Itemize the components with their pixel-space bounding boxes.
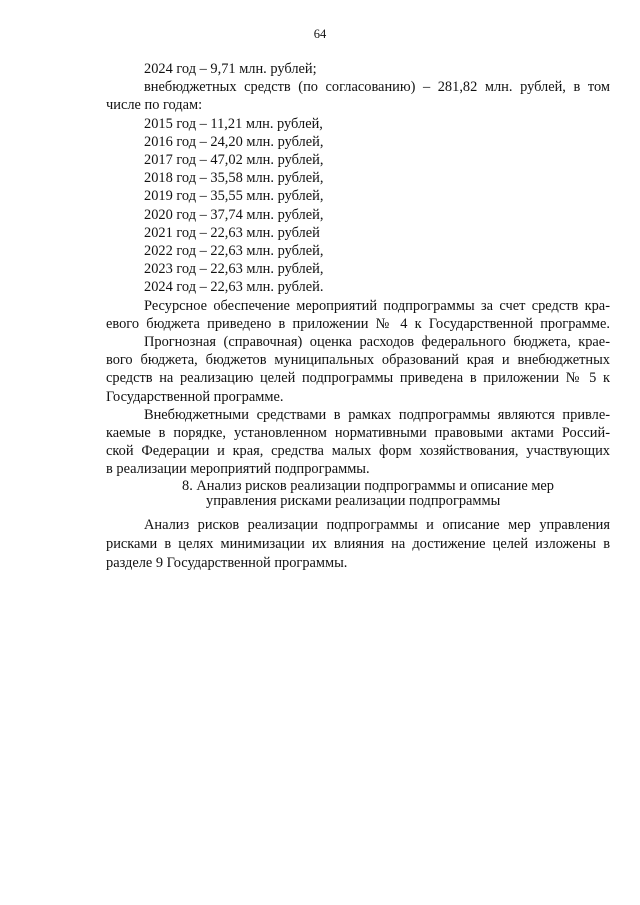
- year-2024-federal-line: 2024 год – 9,71 млн. рублей;: [144, 61, 317, 77]
- resource-paragraph: [106, 297, 610, 333]
- funding-section: [106, 60, 610, 479]
- section-heading: [106, 479, 610, 509]
- years-list: [106, 115, 610, 297]
- paragraph-line: рисками в целях минимизации их влияния на достижение целей изложены в: [106, 536, 610, 552]
- paragraph-line: каемые в порядке, установленном нормативными правовыми актами Россий-: [106, 425, 610, 442]
- list-item: 2023 год – 22,63 млн. рублей,: [144, 261, 324, 278]
- extrabudget-paragraph: [106, 406, 610, 479]
- paragraph-line: Прогнозная (справочная) оценка расходов федерального бюджета, крае-: [144, 334, 610, 351]
- list-item: 2022 год – 22,63 млн. рублей,: [144, 243, 324, 260]
- paragraph-line: разделе 9 Государственной программы.: [106, 555, 348, 571]
- paragraph-line: Анализ рисков реализации подпрограммы и описание мер управления: [144, 517, 610, 533]
- list-item: 2017 год – 47,02 млн. рублей,: [144, 152, 324, 169]
- list-item: 2018 год – 35,58 млн. рублей,: [144, 170, 324, 187]
- paragraph-line: Ресурсное обеспечение мероприятий подпрограммы за счет средств кра-: [144, 297, 610, 314]
- page-number: 64: [313, 27, 327, 41]
- paragraph-line: евого бюджета приведено в приложении № 4 к Государственной программе.: [106, 315, 610, 332]
- list-item: 2024 год – 22,63 млн. рублей.: [144, 279, 324, 296]
- section-heading-line-2: управления рисками реализации подпрограммы: [206, 493, 501, 509]
- section-heading-line-1: 8. Анализ рисков реализации подпрограммы и описание мер: [182, 478, 555, 494]
- paragraph-line: ской Федерации и края, средства малых форм хозяйствования, участвующих: [106, 443, 610, 460]
- list-item: 2015 год – 11,21 млн. рублей,: [144, 115, 323, 132]
- list-item: 2019 год – 35,55 млн. рублей,: [144, 188, 324, 205]
- paragraph-line: в реализации мероприятий подпрограммы.: [106, 461, 370, 478]
- extrabudget-by-years-line: числе по годам:: [106, 97, 203, 114]
- paragraph-line: Государственной программе.: [106, 388, 284, 405]
- extrabudget-total-line: внебюджетных средств (по согласованию) – 281,82 млн. рублей, в том: [144, 79, 610, 96]
- list-item: 2016 год – 24,20 млн. рублей,: [144, 133, 324, 150]
- paragraph-line: Внебюджетными средствами в рамках подпрограммы являются привле-: [144, 406, 610, 423]
- forecast-paragraph: [106, 333, 610, 406]
- paragraph-line: средств на реализацию целей подпрограммы приведена в приложении № 5 к: [106, 370, 610, 387]
- list-item: 2021 год – 22,63 млн. рублей: [144, 224, 320, 241]
- final-paragraph: [106, 516, 610, 573]
- list-item: 2020 год – 37,74 млн. рублей,: [144, 206, 324, 223]
- paragraph-line: вого бюджета, бюджетов муниципальных образований края и внебюджетных: [106, 352, 610, 369]
